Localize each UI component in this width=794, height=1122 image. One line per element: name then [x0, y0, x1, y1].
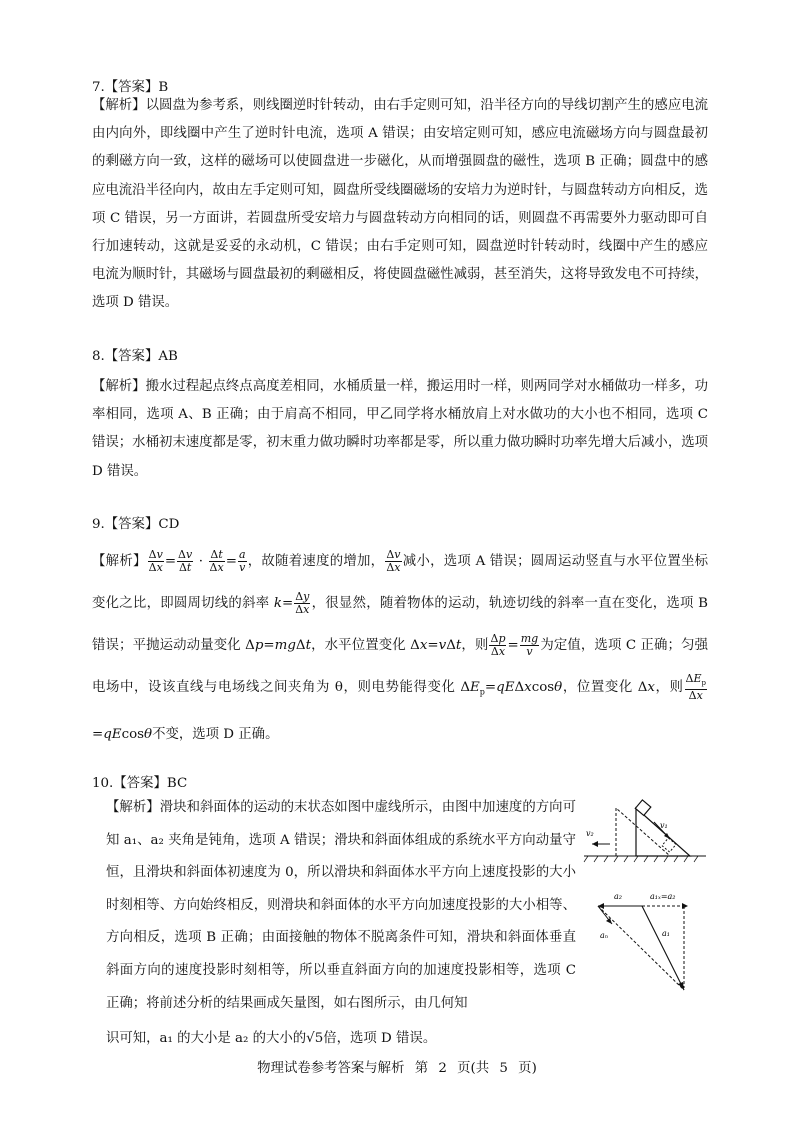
page-footer: 物理试卷参考答案与解析 第 2 页(共 5 页)	[257, 1061, 537, 1076]
q10-text-b3: 倍，选项 D 错误。	[323, 1031, 437, 1046]
q9-text-6: ，则	[461, 638, 489, 653]
q9-text-9: ，则	[654, 680, 684, 695]
incline-diagram	[578, 796, 713, 871]
q9-text-5: ，水平位置变化 Δ	[310, 638, 420, 653]
an-label: aₙ	[600, 931, 609, 940]
q8-answer-heading: 8.【答案】AB	[92, 349, 178, 364]
q9-text-4: ，很显然，随着物体的运动，轨迹切线的斜率一直在变化，选项 B 错误；平抛运动动量变化 Δ	[92, 596, 708, 653]
q7-explanation: 【解析】以圆盘为参考系，则线圈逆时针转动，由右手定则可知，沿半径方向的导线切割产生的感应电流由内向外，即线圈中产生了逆时针电流，选项 A 错误；由安培定则可知，感应电流磁场方向与圆盘最初的剩磁方向一致，这样的磁场可以使圆盘进一步磁化，从而增强圆盘的磁性，选项 B 正确；圆盘中的感应电流沿半径向内，故由左手定则可知，圆盘所受线圈磁场的安培力为逆时针，与圆盘转动方向相反，选项 C 错误，另一方面讲，若圆盘所受安培力与圆盘转动方向相同的话，则圆盘不再需要外力驱动即可自行加速转动，这就是妥妥的永动机，C 错误；由右手定则可知，圆盘逆时针转动时，线圈中产生的感应电流为顺时针，其磁场与圆盘最初的剩磁相反，将使圆盘磁性减弱，甚至消失，这将导致发电不可持续，选项 D 错误。	[92, 98, 708, 311]
fraction-dep-dx: $\frac{\Delta E_p}{\Delta x}$	[685, 671, 706, 703]
v1-label: v₁	[660, 821, 668, 830]
fraction-a-v: $\frac{a}{v}$	[238, 548, 246, 574]
q9-text-10: 不变，选项 D 正确。	[152, 726, 279, 742]
q9-text-1: 【解析】	[92, 554, 147, 569]
q10-explanation-end	[106, 1025, 626, 1053]
sqrt5: √5	[306, 1031, 324, 1046]
q9-text-3: 减小，选项 A 错误；圆周运动竖直与水平位置坐标变化之比，即圆周切线的斜率	[92, 554, 709, 611]
fraction-dv-dx-2: $\frac{\Delta v}{\Delta x}$	[386, 548, 401, 574]
a2-label: a₂	[614, 892, 622, 901]
q10-text-b1: 识可知，a₁ 的大小是 a₂ 的大小的	[106, 1031, 307, 1046]
q9-text-7: 为定值，选项 C 正确；匀强电场中，设该直线与电场线之间夹角为 θ，则电势能得变化 Δ	[92, 638, 708, 695]
v2-label: v₂	[586, 829, 594, 838]
a1x-label: a₁ₓ=a₂	[650, 892, 676, 901]
fraction-dv-dx: $\frac{\Delta v}{\Delta x}$	[148, 548, 163, 574]
fraction-dt-dx: $\frac{\Delta t}{\Delta x}$	[209, 548, 224, 574]
fraction-dp-dx: $\frac{\Delta p}{\Delta x}$	[490, 632, 506, 658]
a1-label: a₁	[662, 929, 670, 938]
fraction-dv-dt: $\frac{\Delta v}{\Delta t}$	[178, 548, 193, 574]
q10-answer-heading: 10.【答案】BC	[92, 776, 188, 791]
vector-diagram	[592, 888, 707, 998]
fraction-dy-dx: $\frac{\Delta y}{\Delta x}$	[295, 590, 310, 616]
q9-explanation: 【解析】 $\frac{\Delta v}{\Delta x}$ = $\frac{\Delta v}{\Delta t}$ · $\frac{\Delta t}{\Delta x}$ = $\frac{a}{v}$ ，故随着速度的增加， $\frac{\Delta v}{\Delta x}$ 减小，选项 A 错误；圆周运动竖直与水平位置坐标变化之比，即圆周切线的斜率 k= $\frac{\Delta y}{\Delta x}$ ，很显然，随着物体的运动，轨迹切线的斜率一直在变化，选项 B 错误；平抛运动动量变化 Δp=mgΔt，水平位置变化 Δx=vΔt，则 $\frac{\Delta p}{\Delta x}$ = $\frac{mg}{v}$ 为定值，选项 C 正确；匀强电场中，设该直线与电场线之间夹角为 θ，则电势能得变化 $\Delta E_p=qE\Delta xcos\theta$，位置变化 Δx，则 $\frac{\Delta E_p}{\Delta x}$ =qEcosθ不变，选项 D 正确。	[92, 548, 709, 742]
q10-explanation: 【解析】滑块和斜面体的运动的末状态如图中虚线所示，由图中加速度的方向可知 a₁、a₂ 夹角是钝角，选项 A 错误；滑块和斜面体组成的系统水平方向动量守恒，且滑块和斜面体初速度为 0，所以滑块和斜面体水平方向上速度投影的大小时刻相等、方向始终相反，则滑块和斜面体的水平方向加速度投影的大小相等、方向相反，选项 B 正确；由面接触的物体不脱离条件可知，滑块和斜面体垂直斜面方向的速度投影时刻相等，所以垂直斜面方向的加速度投影相等，选项 C 正确；将前述分析的结果画成矢量图，如右图所示，由几何知	[106, 800, 576, 1011]
q9-answer-heading: 9.【答案】CD	[92, 517, 180, 532]
q9-text-8: ，位置变化 Δ	[562, 680, 648, 695]
q9-text-2: ，故随着速度的增加，	[247, 554, 385, 569]
q7-answer-heading: 7.【答案】B	[92, 80, 169, 95]
fraction-mg-v: $\frac{mg}{v}$	[520, 632, 539, 658]
q8-explanation: 【解析】搬水过程起点终点高度差相同，水桶质量一样，搬运用时一样，则两同学对水桶做功一样多，功率相同，选项 A、B 正确；由于肩高不相同，甲乙同学将水桶放肩上对水做功的大小也不相同，选项 C 错误；水桶初末速度都是零，初末重力做功瞬时功率都是零，所以重力做功瞬时功率先增大后减小，选项 D 错误。	[92, 379, 708, 479]
